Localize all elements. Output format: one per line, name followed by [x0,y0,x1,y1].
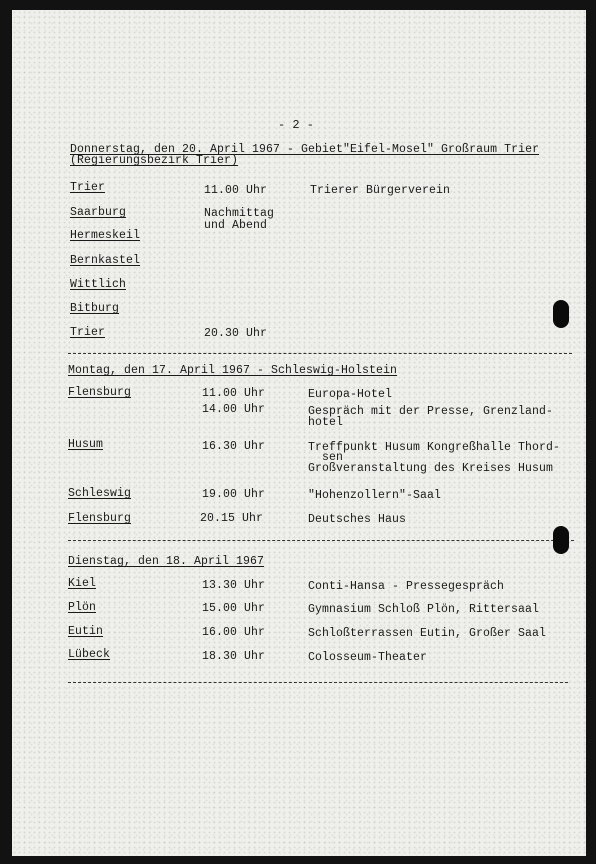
venue-luebeck: Colosseum-Theater [308,651,428,664]
time-schleswig: 19.00 Uhr [202,488,266,501]
section-heading-monday: Montag, den 17. April 1967 - Schleswig-Holstein [68,364,398,377]
section-subheading-thursday: (Regierungsbezirk Trier) [70,154,239,167]
time-trier-1: 11.00 Uhr [204,184,268,197]
punch-hole-icon [553,526,569,554]
place-hermeskeil: Hermeskeil [70,229,141,242]
place-kiel: Kiel [68,577,97,590]
dashed-divider-2 [68,540,574,541]
time-flensburg-2: 20.15 Uhr [200,512,264,525]
venue-flensburg-press-2: hotel [308,416,344,429]
time-husum: 16.30 Uhr [202,440,266,453]
place-husum: Husum [68,438,104,451]
place-luebeck: Lübeck [68,648,111,661]
venue-husum: Treffpunkt Husum Kongreßhalle Thord- [308,441,561,454]
venue-schleswig: "Hohenzollern"-Saal [308,489,442,502]
time-trier-2: 20.30 Uhr [204,327,268,340]
document-page [12,10,586,856]
place-bernkastel: Bernkastel [70,254,141,267]
venue-flensburg-press: Gespräch mit der Presse, Grenzland- [308,405,554,418]
place-wittlich: Wittlich [70,278,127,291]
dashed-divider-1 [68,353,572,354]
venue-eutin: Schloßterrassen Eutin, Großer Saal [308,627,547,640]
time-flensburg-1: 11.00 Uhr [202,387,266,400]
section-heading-tuesday: Dienstag, den 18. April 1967 [68,555,265,568]
place-eutin: Eutin [68,625,104,638]
place-flensburg-2: Flensburg [68,512,132,525]
place-trier-2: Trier [70,326,106,339]
place-saarburg: Saarburg [70,206,127,219]
venue-flensburg-1: Europa-Hotel [308,388,393,401]
time-ploen: 15.00 Uhr [202,602,266,615]
venue-kiel: Conti-Hansa - Pressegespräch [308,580,505,593]
venue-husum-3: Großveranstaltung des Kreises Husum [308,462,554,475]
punch-hole-icon [553,300,569,328]
place-bitburg: Bitburg [70,302,120,315]
venue-ploen: Gymnasium Schloß Plön, Rittersaal [308,603,540,616]
time-eutin: 16.00 Uhr [202,626,266,639]
time-saarburg: Nachmittag [204,207,275,220]
venue-trier-1: Trierer Bürgerverein [310,184,451,197]
dashed-divider-3 [68,682,568,683]
section-heading-thursday: Donnerstag, den 20. April 1967 - Gebiet"Eifel-Mosel" Großraum Trier [70,143,540,156]
time-kiel: 13.30 Uhr [202,579,266,592]
venue-husum-2: sen [322,451,344,464]
place-schleswig: Schleswig [68,487,132,500]
place-flensburg-1: Flensburg [68,386,132,399]
time-flensburg-press: 14.00 Uhr [202,403,266,416]
venue-flensburg-2: Deutsches Haus [308,513,407,526]
page-number: - 2 - [278,118,315,132]
place-ploen: Plön [68,601,97,614]
time-luebeck: 18.30 Uhr [202,650,266,663]
time-saarburg-2: und Abend [204,219,268,232]
place-trier-1: Trier [70,181,106,194]
